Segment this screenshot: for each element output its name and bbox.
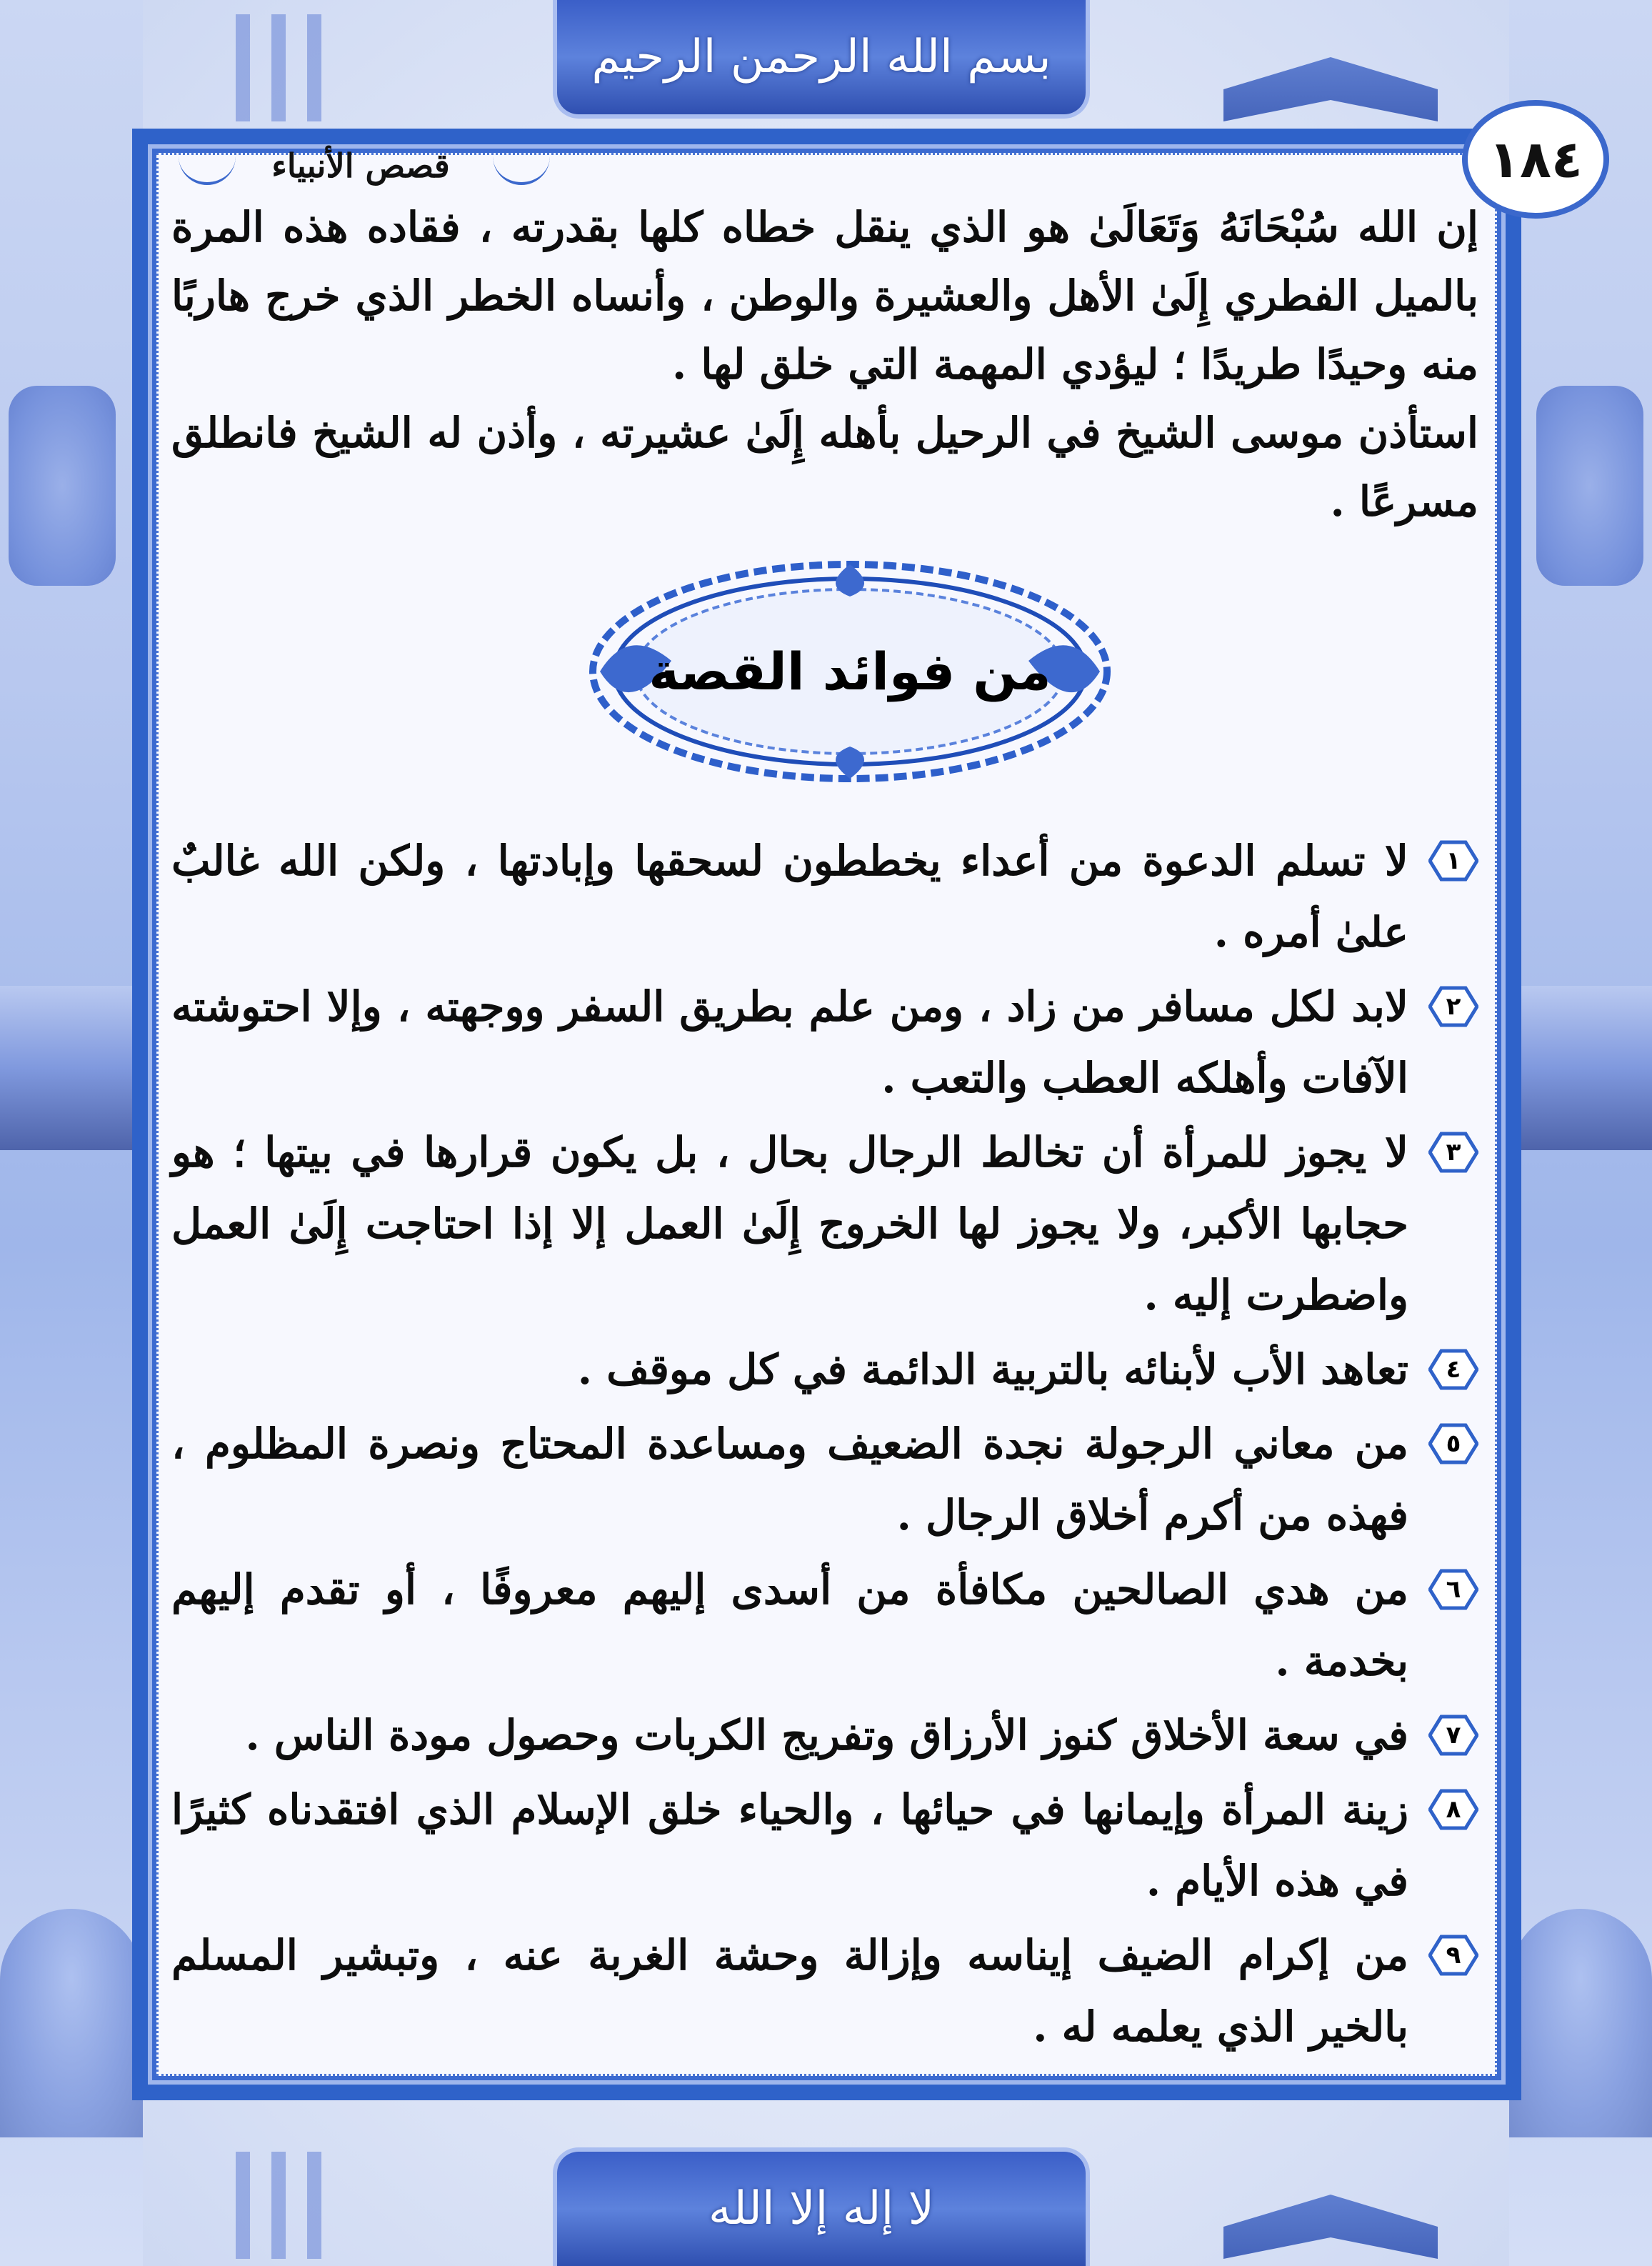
- benefit-number-badge: [1428, 1422, 1478, 1465]
- candles-icon: [236, 14, 343, 121]
- benefit-number-badge: [1428, 1568, 1478, 1611]
- benefit-number-badge: [1428, 1934, 1478, 1977]
- benefit-number: ٩: [1446, 1941, 1461, 1970]
- page-number: ١٨٤: [1462, 100, 1609, 219]
- benefit-number: ٥: [1446, 1429, 1461, 1458]
- benefit-text: في سعة الأخلاق كنوز الأرزاق وتفريج الكربات وحصول مودة الناس .: [245, 1711, 1408, 1760]
- benefits-list: [171, 825, 1478, 2062]
- top-banner-text: بسم الله الرحمن الرحيم: [591, 31, 1051, 84]
- left-calligraphy-medallion: [9, 386, 116, 586]
- benefit-number: ٤: [1446, 1355, 1461, 1384]
- right-kaaba-image: [1516, 986, 1652, 1150]
- benefit-number-badge: [1428, 1131, 1478, 1174]
- benefit-item: [171, 1408, 1478, 1551]
- left-kaaba-image: [0, 986, 136, 1150]
- benefit-text: من إكرام الضيف إيناسه وإزالة وحشة الغربة عنه ، وتبشير المسلم بالخير الذي يعلمه له .: [171, 1931, 1408, 2051]
- bottom-banner: [557, 2152, 1086, 2266]
- benefit-text: من هدي الصالحين مكافأة من أسدى إليهم معروفًا ، أو تقدم إليهم بخدمة .: [171, 1565, 1408, 1685]
- candles-icon: [236, 2152, 343, 2259]
- benefit-text: زينة المرأة وإيمانها في حيائها ، والحياء خلق الإسلام الذي افتقدناه كثيرًا في هذه الأيام .: [171, 1785, 1408, 1905]
- top-banner: [557, 0, 1086, 114]
- benefit-text: لابد لكل مسافر من زاد ، ومن علم بطريق السفر ووجهته ، وإلا احتوشته الآفات وأهلكه العطب والتعب .: [171, 982, 1408, 1102]
- benefit-number: ١: [1446, 847, 1461, 875]
- benefit-item: [171, 1920, 1478, 2062]
- left-dome-image: [0, 1909, 143, 2137]
- benefit-number-badge: [1428, 1714, 1478, 1757]
- intro-paragraph: استأذن موسى الشيخ في الرحيل بأهله إِلَىٰ عشيرته ، وأذن له الشيخ فانطلق مسرعًا .: [171, 409, 1478, 526]
- benefit-item: [171, 1334, 1478, 1405]
- section-heading-block: [171, 554, 1478, 804]
- benefit-number: ٧: [1446, 1721, 1461, 1750]
- intro-paragraph: إن الله سُبْحَانَهُ وَتَعَالَىٰ هو الذي ينقل خطاه كلها بقدرته ، فقاده هذه المرة بالميل الفطري إِلَىٰ الأهل والعشيرة والوطن ، وأنساه الخطر الذي خرج هاربًا منه وحيدًا طريدًا ؛ ليؤدي المهمة التي خلق لها .: [171, 203, 1478, 389]
- benefit-item: [171, 1700, 1478, 1771]
- benefit-number: ٨: [1446, 1795, 1461, 1824]
- benefit-item: [171, 1117, 1478, 1331]
- book-title: قصص الأنبياء: [271, 146, 450, 185]
- benefit-item: [171, 1774, 1478, 1917]
- right-calligraphy-medallion: [1536, 386, 1643, 586]
- benefit-text: لا يجوز للمرأة أن تخالط الرجال بحال ، بل يكون قرارها في بيتها ؛ هو حجابها الأكبر، ولا يجوز لها الخروج إِلَىٰ العمل إلا إذا احتاجت إِلَىٰ العمل واضطرت إليه .: [171, 1128, 1408, 1319]
- benefit-number-badge: [1428, 1348, 1478, 1391]
- benefit-number-badge: [1428, 1788, 1478, 1831]
- benefit-number-badge: [1428, 839, 1478, 882]
- open-book-icon: [1223, 14, 1438, 121]
- benefit-number-badge: [1428, 985, 1478, 1028]
- benefit-item: [171, 971, 1478, 1114]
- right-dome-image: [1509, 1909, 1652, 2137]
- page-content: [171, 193, 1478, 2065]
- benefit-text: تعاهد الأب لأبنائه بالتربية الدائمة في كل موقف .: [577, 1345, 1408, 1394]
- benefit-text: من معاني الرجولة نجدة الضعيف ومساعدة المحتاج ونصرة المظلوم ، فهذه من أكرم أخلاق الرجال .: [171, 1419, 1408, 1539]
- benefit-number: ٦: [1446, 1575, 1461, 1604]
- benefit-item: [171, 825, 1478, 968]
- benefit-item: [171, 1554, 1478, 1697]
- section-heading: من فوائد القصة: [649, 642, 1051, 702]
- benefit-number: ٢: [1446, 992, 1461, 1021]
- bottom-banner-text: لا إله إلا الله: [708, 2182, 935, 2235]
- benefit-text: لا تسلم الدعوة من أعداء يخططون لسحقها وإبادتها ، ولكن الله غالبٌ علىٰ أمره .: [171, 837, 1408, 957]
- open-book-icon: [1223, 2152, 1438, 2259]
- benefit-number: ٣: [1446, 1138, 1461, 1167]
